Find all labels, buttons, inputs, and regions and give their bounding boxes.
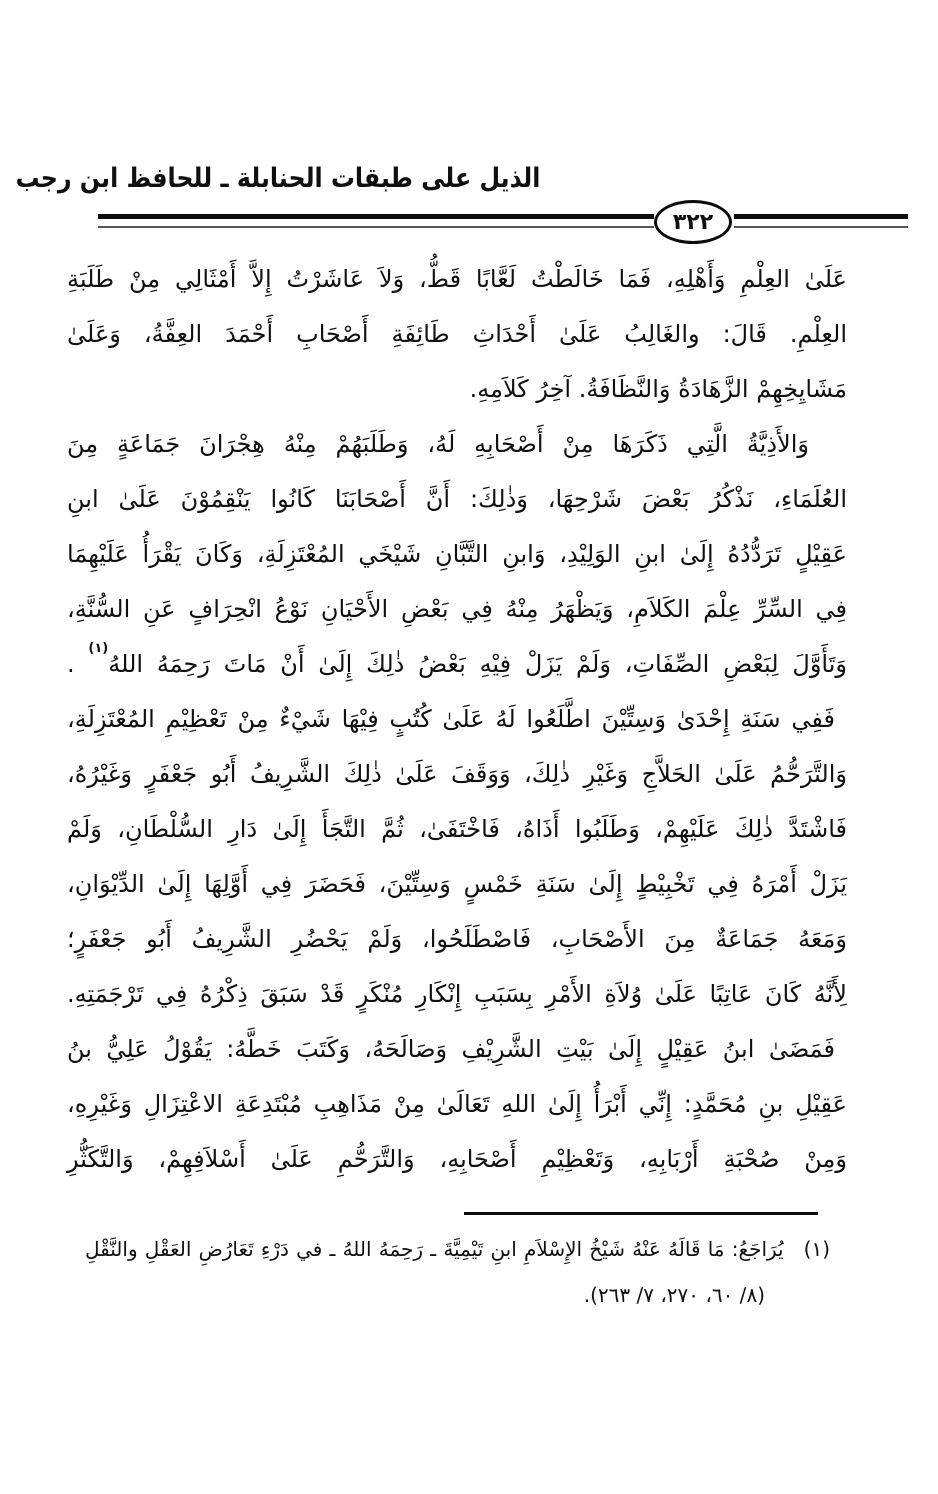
body-line: عَلَىٰ العِلْمِ وَأَهْلِهِ، فَمَا خَالَطْتُ لَعَّابًا قَطُّ، وَلاَ عَاشَرْتُ إِلاَّ أَمْثَالِي مِنْ طَلَبَةِ bbox=[67, 265, 847, 293]
header-rule-thick-right bbox=[734, 214, 908, 219]
footnote-references: (٨/ ٦٠، ٢٧٠، ٧/ ٢٦٣). bbox=[583, 1283, 765, 1307]
page-number: ٣٢٢ bbox=[672, 210, 714, 235]
body-line: وَمَعَهُ جَمَاعَةٌ مِنَ الأَصْحَابِ، فَاصْطَلَحُوا، وَلَمْ يَحْضُرِ الشَّرِيفُ أَبُو جَعْفَرٍ؛ bbox=[67, 925, 847, 953]
body-line: يَزَلْ أَمْرَهُ فِي تَخْبِيْطٍ إِلَىٰ سَنَةِ خَمْسٍ وَسِتِّيْنَ، فَحَضَرَ فِي أَوَّلِهَا إِلَىٰ الدِّيْوَانِ، bbox=[67, 870, 847, 898]
body-line: وَالتَّرَحُّمُ عَلَىٰ الحَلاَّجِ وَغَيْرِ ذٰلِكَ، وَوَقَفَ عَلَىٰ ذٰلِكَ الشَّرِيفُ أَبُو جَعْفَرٍ وَغَيْرُهُ، bbox=[67, 760, 847, 788]
footnote-separator bbox=[464, 1212, 818, 1215]
body-line-text: وَتَأَوَّلَ لِبَعْضِ الصِّفَاتِ، وَلَمْ يَزَلْ فِيْهِ بَعْضُ ذٰلِكَ إِلَىٰ أَنْ مَاتَ رَحِمَهُ اللهُ bbox=[108, 650, 847, 678]
body-line: فَمَضَىٰ ابنُ عَقِيْلٍ إِلَىٰ بَيْتِ الشَّرِيْفِ وَصَالَحَهُ، وَكَتَبَ خَطَّهُ: يَقُوْلُ عَلِيُّ بنُ bbox=[67, 1035, 835, 1063]
page-number-oval bbox=[654, 200, 732, 244]
body-line: فَفِي سَنَةِ إِحْدَىٰ وَسِتِّيْنَ اطَّلَعُوا لَهُ عَلَىٰ كُتُبٍ فِيْهَا شَيْءٌ مِنْ تَعْظِيْمِ المُعْتَزِلَةِ، bbox=[67, 705, 835, 733]
body-line: مَشَايِخِهِمْ الزَّهَادَةُ وَالنَّظَافَةُ. آخِرُ كَلاَمِهِ. bbox=[469, 375, 847, 403]
header-rule-thin-left bbox=[98, 226, 654, 228]
body-line: لِأَنَّهُ كَانَ عَاتِبًا عَلَىٰ وُلاَةِ الأَمْرِ بِسَبَبِ إِنْكَارِ مُنْكَرٍ قَدْ سَبَقَ ذِكْرُهُ فِي تَرْجَمَتِهِ. bbox=[67, 980, 847, 1008]
header-rule-thick-left bbox=[98, 214, 654, 219]
body-line: وَمِنْ صُحْبَةِ أَرْبَابِهِ، وَتَعْظِيْمِ أَصْحَابِهِ، وَالتَّرَحُّمِ عَلَىٰ أَسْلاَفِهِمْ، وَالتَّكَثُّرِ bbox=[67, 1145, 847, 1173]
body-line: العُلَمَاءِ، نَذْكُرُ بَعْضَ شَرْحِهَا، وَذٰلِكَ: أَنَّ أَصْحَابَنَا كَانُوا يَنْقِمُوْنَ عَلَىٰ ابنِ bbox=[67, 485, 847, 513]
body-line: وَالأَذِيَّةُ الَّتِي ذَكَرَهَا مِنْ أَصْحَابِهِ لَهُ، وَطَلَبَهُمْ مِنْهُ هِجْرَانَ جَمَاعَةٍ مِنَ bbox=[67, 430, 809, 458]
body-line: عَقِيْلٍ تَرَدُّدُهُ إِلَىٰ ابنِ الوَلِيْدِ، وَابنِ التَّبَّانِ شَيْخَي المُعْتَزِلَةِ، وَكَانَ يَقْرَأُ عَلَيْهِمَا bbox=[67, 540, 847, 568]
body-line-tail: . bbox=[67, 650, 89, 678]
header-rule-thin-right bbox=[734, 226, 908, 228]
footnote-reference-mark: (١) bbox=[88, 641, 109, 656]
footnote bbox=[85, 1226, 830, 1318]
footnote-text: يُرَاجَعُ: مَا قَالَهُ عَنْهُ شَيْخُ الإِسْلاَمِ ابنِ تَيْمِيَّةَ ـ رَحِمَهُ اللهُ ـ في دَرْءِ تَعَارُضِ العَقْلِ والنَّقْلِ bbox=[85, 1237, 784, 1261]
body-line: العِلْمِ. قَالَ: والغَالِبُ عَلَىٰ أَحْدَاثِ طَائِفَةِ أَصْحَابِ أَحْمَدَ العِفَّةُ، وَعَلَىٰ bbox=[67, 320, 847, 348]
body-line: عَقِيْلِ بنِ مُحَمَّدٍ: إِنِّي أَبْرَأُ إِلَىٰ اللهِ تَعَالَىٰ مِنْ مَذَاهِبِ مُبْتَدِعَةِ الاعْتِزَالِ وَغَيْرِهِ، bbox=[67, 1090, 847, 1118]
body-line-with-note bbox=[67, 637, 847, 692]
body-line: فَاشْتَدَّ ذٰلِكَ عَلَيْهِمْ، وَطَلَبُوا أَذَاهُ، فَاخْتَفَىٰ، ثُمَّ التَّجَأَ إِلَىٰ دَارِ السُّلْطَانِ، وَلَمْ bbox=[67, 815, 847, 843]
body-text bbox=[67, 252, 847, 1187]
body-line: فِي السِّرِّ عِلْمَ الكَلاَمِ، وَيَظْهَرُ مِنْهُ فِي بَعْضِ الأَحْيَانِ نَوْعُ انْحِرَافٍ عَنِ السُّنَّةِ، bbox=[67, 595, 847, 623]
footnote-line bbox=[85, 1226, 830, 1272]
book-title: الذيل على طبقات الحنابلة ـ للحافظ ابن رجب bbox=[15, 163, 540, 194]
footnote-marker: (١) bbox=[803, 1237, 830, 1261]
